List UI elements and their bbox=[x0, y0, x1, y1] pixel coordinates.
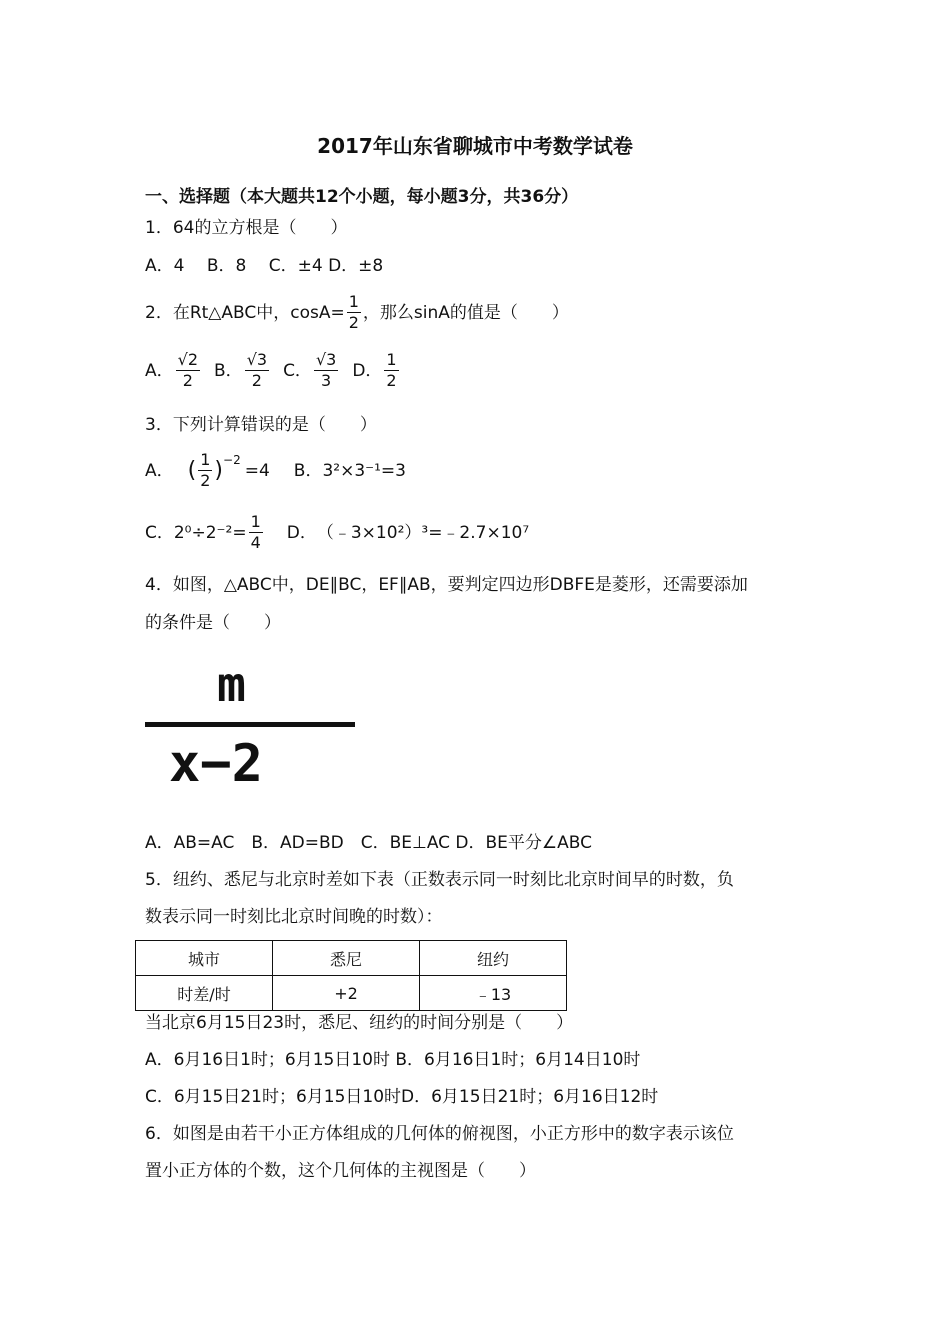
q4-options: A．AB=AC B．AD=BD C．BE⊥AC D．BE平分∠ABC bbox=[145, 833, 593, 853]
q6-line1: 6．如图是由若干小正方体组成的几何体的俯视图，小正方形中的数字表示该位 bbox=[145, 1124, 734, 1144]
q2-stem-pre: 2．在Rt△ABC中，cosA= bbox=[145, 302, 345, 323]
table-cell-label: 时差/时 bbox=[136, 976, 273, 1011]
q2-d-frac bbox=[384, 352, 398, 389]
q2-b-frac bbox=[245, 352, 269, 389]
q5-line2: 数表示同一时刻比北京时间晚的时数）： bbox=[145, 907, 443, 927]
table-cell-sydney: +2 bbox=[273, 976, 420, 1011]
table-header-newyork: 纽约 bbox=[420, 941, 567, 976]
table-row bbox=[136, 976, 567, 1011]
q5-line1: 5．纽约、悉尼与北京时差如下表（正数表示同一时刻比北京时间早的时数，负 bbox=[145, 870, 734, 890]
q3-c-den: 4 bbox=[250, 533, 261, 552]
q2-stem-post: ，那么sinA的值是（ ） bbox=[362, 302, 569, 323]
table-header-city: 城市 bbox=[136, 941, 273, 976]
q3-c-num: 1 bbox=[250, 512, 261, 531]
q5-options-ab: A．6月16日1时；6月15日10时 B．6月16日1时；6月14日10时 bbox=[145, 1050, 641, 1070]
q5-options-cd: C．6月15日21时；6月15日10时D．6月15日21时；6月16日12时 bbox=[145, 1087, 659, 1107]
q4-figure-numerator: m bbox=[217, 657, 246, 713]
q2-c-num: √3 bbox=[315, 350, 337, 369]
table-header-sydney: 悉尼 bbox=[273, 941, 420, 976]
q3-b: B．3²×3⁻¹=3 bbox=[293, 460, 406, 481]
q2-c-label: C． bbox=[283, 360, 312, 381]
q2-options bbox=[145, 352, 401, 389]
q2-a-frac bbox=[176, 352, 200, 389]
q3-a-exp: −2 bbox=[223, 453, 241, 467]
q5-line3: 当北京6月15日23时，悉尼、纽约的时间分别是（ ） bbox=[145, 1013, 574, 1033]
q2-b-den: 2 bbox=[251, 371, 262, 390]
q3-c-frac bbox=[249, 514, 263, 551]
q2-d-den: 2 bbox=[386, 371, 397, 390]
table-cell-newyork: ﹣13 bbox=[420, 976, 567, 1011]
q3-a-num: 1 bbox=[200, 450, 211, 469]
q3-a-label: A． bbox=[145, 460, 174, 481]
q2-d-label: D． bbox=[352, 360, 383, 381]
q3-c-pre: C．2⁰÷2⁻²= bbox=[145, 522, 247, 543]
q3-a-frac bbox=[198, 452, 212, 489]
q2-stem bbox=[145, 294, 569, 331]
q2-frac-den: 2 bbox=[348, 313, 359, 332]
q3-a-tail: =4 bbox=[244, 460, 270, 481]
q1-stem: 1．64的立方根是（ ） bbox=[145, 218, 348, 238]
q3-option-a bbox=[145, 452, 406, 489]
q3-option-cd bbox=[145, 514, 529, 551]
q2-d-num: 1 bbox=[386, 350, 397, 369]
page-title: 2017年山东省聊城市中考数学试卷 bbox=[317, 134, 633, 158]
q2-fraction bbox=[347, 294, 361, 331]
q2-c-frac bbox=[314, 352, 338, 389]
q6-line2: 置小正方体的个数，这个几何体的主视图是（ ） bbox=[145, 1161, 536, 1181]
q2-a-num: √2 bbox=[177, 350, 199, 369]
table-header-row bbox=[136, 941, 567, 976]
q1-options: A．4 B．8 C．±4 D．±8 bbox=[145, 256, 384, 276]
q3-a-paren-open: ( bbox=[187, 457, 197, 483]
section-heading: 一、选择题（本大题共12个小题，每小题3分，共36分） bbox=[145, 187, 579, 207]
q3-d: D． （﹣3×10²）³=﹣2.7×10⁷ bbox=[286, 522, 530, 543]
q2-a-den: 2 bbox=[182, 371, 193, 390]
q2-b-label: B． bbox=[214, 360, 243, 381]
q3-stem: 3．下列计算错误的是（ ） bbox=[145, 415, 377, 435]
time-difference-table bbox=[135, 940, 567, 1011]
q4-figure-bar bbox=[145, 722, 355, 727]
q4-line1: 4．如图，△ABC中，DE∥BC，EF∥AB，要判定四边形DBFE是菱形，还需要添加 bbox=[145, 575, 748, 595]
q3-a-paren-close: ) bbox=[214, 457, 224, 483]
q3-a-den: 2 bbox=[200, 471, 211, 490]
q2-a-label: A． bbox=[145, 360, 174, 381]
q4-figure-fraction bbox=[145, 657, 355, 802]
q4-figure-denominator: x−2 bbox=[169, 734, 263, 794]
q4-line2: 的条件是（ ） bbox=[145, 613, 281, 633]
q2-b-num: √3 bbox=[246, 350, 268, 369]
q2-frac-num: 1 bbox=[348, 292, 359, 311]
q2-c-den: 3 bbox=[321, 371, 332, 390]
